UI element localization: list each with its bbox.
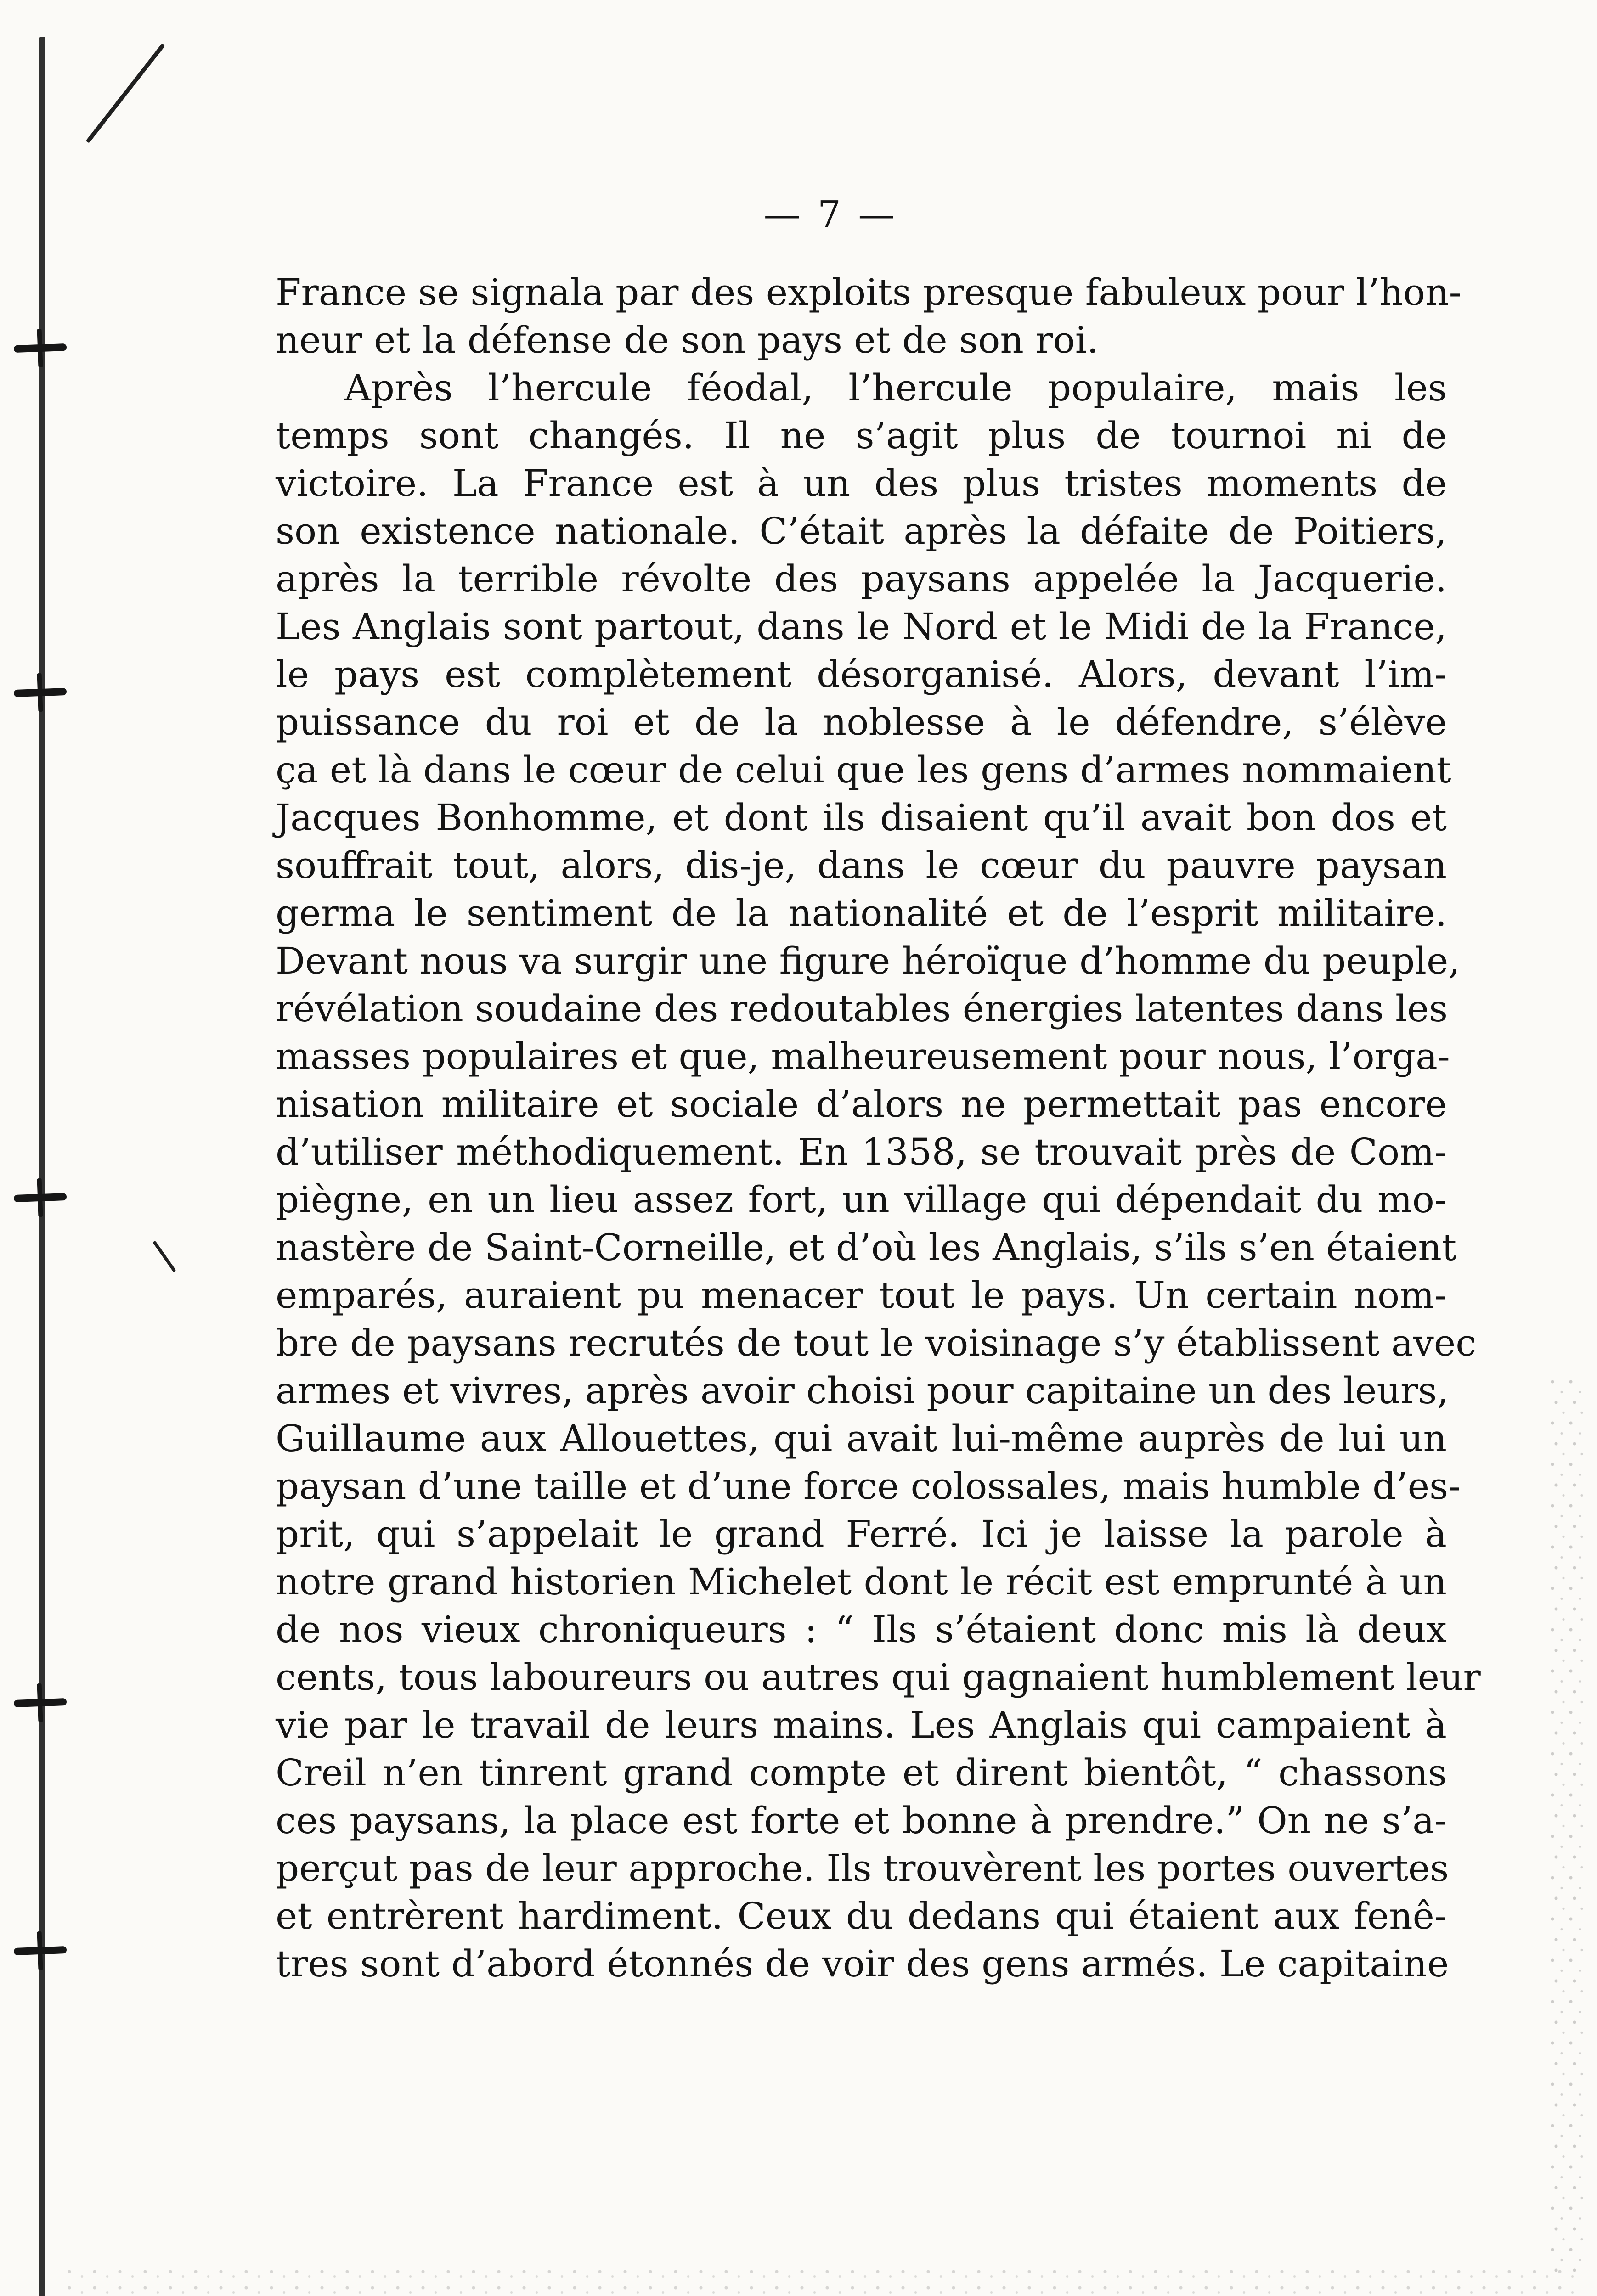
scan-speckle [64,2265,1580,2296]
text-line: masses populaires et que, malheureusement pour nous, l’orga- [276,1035,1450,1078]
binding-stitch [14,1193,67,1202]
text-line: nastère de Saint-Corneille, et d’où les Anglais, s’ils s’en étaient [276,1226,1457,1269]
text-line: neur et la défense de son pays et de son roi. [276,319,1099,361]
text-line: ces paysans, la place est forte et bonne à prendre.” On ne s’a- [276,1799,1447,1842]
binding-stitch [14,1946,67,1955]
text-line: Devant nous va surgir une figure héroïque d’homme du peuple, [276,940,1460,982]
body-text [276,269,1481,1988]
text-line: Après l’hercule féodal, l’hercule populaire, mais les [344,366,1447,409]
text-line: son existence nationale. C’était après la défaite de Poitiers, [276,510,1447,552]
text-line: souffrait tout, alors, dis-je, dans le cœur du pauvre paysan [276,844,1447,887]
margin-pen-mark [85,43,165,143]
text-line: germa le sentiment de la nationalité et de l’esprit militaire. [276,892,1447,934]
text-line: après la terrible révolte des paysans appelée la Jacquerie. [276,557,1447,600]
text-line: Jacques Bonhomme, et dont ils disaient qu’il avait bon dos et [276,796,1447,839]
margin-pen-mark [152,1240,176,1272]
text-line: victoire. La France est à un des plus tristes moments de [276,462,1447,505]
text-line: nisation militaire et sociale d’alors ne permettait pas encore [276,1083,1447,1125]
text-line: notre grand historien Michelet dont le récit est emprunté à un [276,1560,1447,1603]
text-line: France se signala par des exploits presque fabuleux pour l’hon- [276,271,1462,314]
text-line: Creil n’en tinrent grand compte et dirent bientôt, “ chassons [276,1751,1447,1794]
text-line: Guillaume aux Allouettes, qui avait lui-même auprès de lui un [276,1417,1447,1460]
text-line: Les Anglais sont partout, dans le Nord et le Midi de la France, [276,605,1447,648]
text-line: révélation soudaine des redoutables énergies latentes dans les [276,987,1448,1030]
binding-stitch [14,1698,67,1707]
text-line: de nos vieux chroniqueurs : “ Ils s’étaient donc mis là deux [276,1608,1447,1651]
page-number: — 7 — [763,193,898,236]
binding-stitch [14,688,67,697]
text-line: tres sont d’abord étonnés de voir des gens armés. Le capitaine [276,1942,1449,1985]
text-line: vie par le travail de leurs mains. Les Anglais qui campaient à [276,1704,1447,1746]
text-line: perçut pas de leur approche. Ils trouvèrent les portes ouvertes [276,1847,1449,1890]
text-line: armes et vivres, après avoir choisi pour capitaine un des leurs, [276,1369,1449,1412]
binding-stitch [14,343,67,353]
text-line: piègne, en un lieu assez fort, un village qui dépendait du mo- [276,1178,1447,1221]
scan-speckle [1549,1378,1586,2273]
text-line: d’utiliser méthodiquement. En 1358, se trouvait près de Com- [276,1131,1447,1173]
text-line: puissance du roi et de la noblesse à le défendre, s’élève [276,701,1447,743]
text-line: cents, tous laboureurs ou autres qui gagnaient humblement leur [276,1656,1481,1699]
text-line: bre de paysans recrutés de tout le voisinage s’y établissent avec [276,1322,1477,1364]
text-line: le pays est complètement désorganisé. Alors, devant l’im- [276,653,1447,696]
text-line: temps sont changés. Il ne s’agit plus de tournoi ni de [276,414,1447,457]
text-line: paysan d’une taille et d’une force colossales, mais humble d’es- [276,1465,1461,1508]
text-line: prit, qui s’appelait le grand Ferré. Ici je laisse la parole à [276,1513,1447,1555]
text-line: ça et là dans le cœur de celui que les gens d’armes nommaient [276,748,1451,791]
text-line: emparés, auraient pu menacer tout le pays. Un certain nom- [276,1274,1447,1317]
text-line: et entrèrent hardiment. Ceux du dedans qui étaient aux fenê- [276,1895,1447,1937]
